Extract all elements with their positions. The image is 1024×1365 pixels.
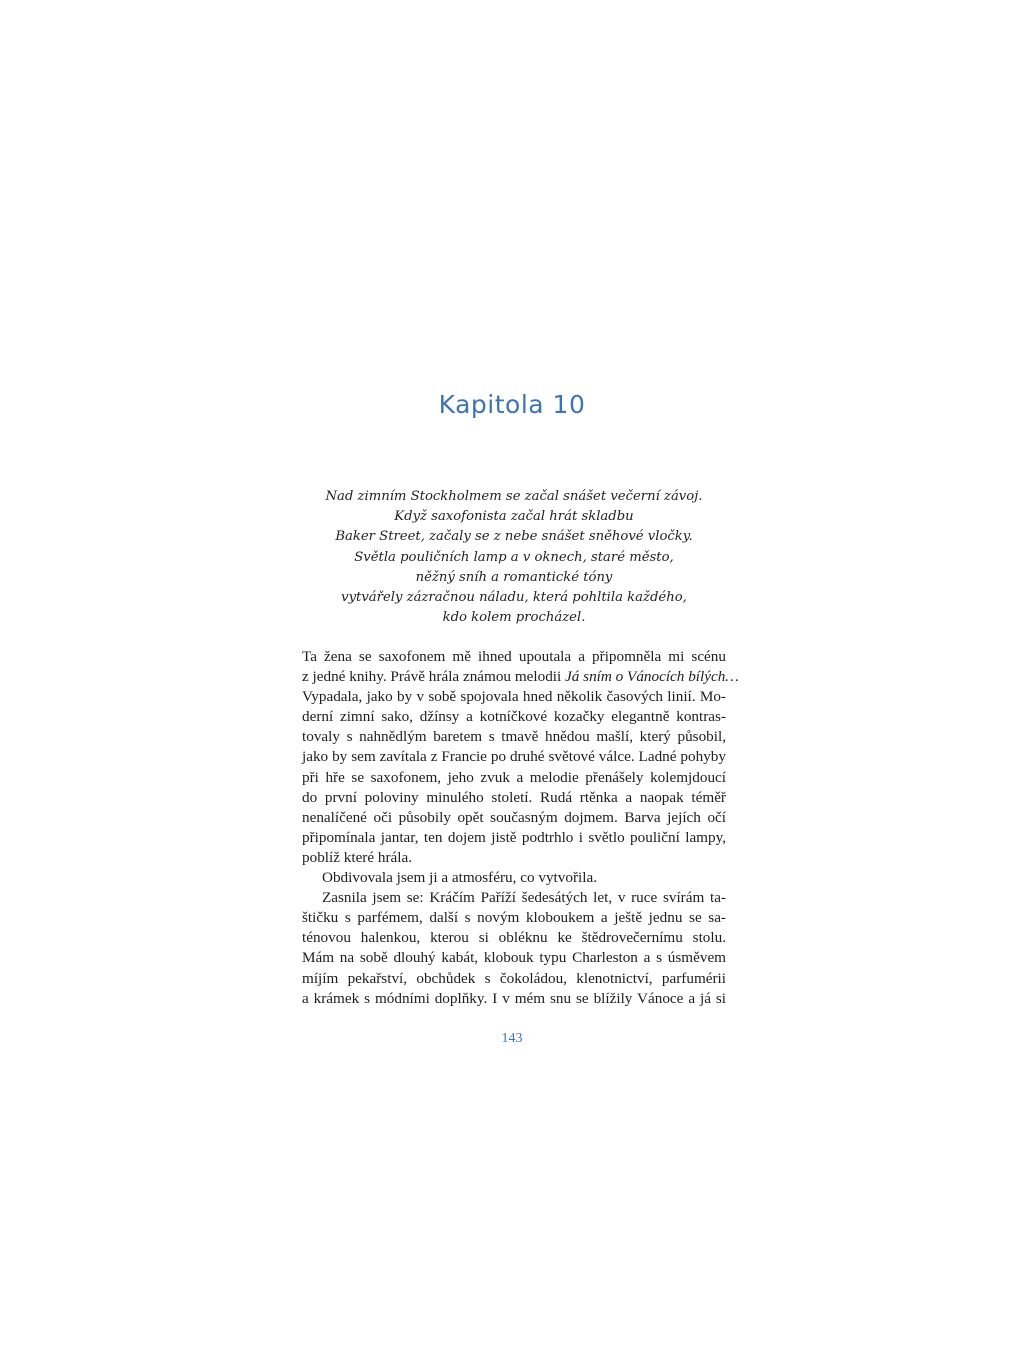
body-line: při hře se saxofonem, jeho zvuk a melodie přenášely kolemjdoucí bbox=[302, 768, 726, 786]
body-line: jako by sem zavítala z Francie po druhé světové válce. Ladné pohyby bbox=[302, 748, 726, 766]
body-line: poblíž které hrála. bbox=[302, 848, 413, 866]
body-line: Obdivovala jsem ji a atmosféru, co vytvořila. bbox=[322, 869, 597, 887]
chapter-body bbox=[302, 647, 739, 1009]
body-line: tovaly s nahnědlým baretem s tmavě hnědou mašlí, který působil, bbox=[302, 728, 726, 746]
chapter-epigraph bbox=[302, 487, 726, 628]
body-line: nenalíčené oči působily opět současným dojmem. Barva jejích očí bbox=[302, 808, 726, 826]
body-line: Zasnila jsem se: Kráčím Paříží šedesátých let, v ruce svírám ta- bbox=[322, 889, 726, 907]
epigraph-line: Baker Street, začaly se z nebe snášet sněhové vločky. bbox=[335, 529, 693, 545]
body-line: štičku s parfémem, další s novým kloboukem a ještě jednu se sa- bbox=[302, 909, 726, 927]
body-line: do první poloviny minulého století. Rudá rtěnka a naopak téměř bbox=[302, 788, 726, 806]
epigraph-line: Nad zimním Stockholmem se začal snášet večerní závoj. bbox=[325, 489, 703, 504]
body-line: ténovou halenkou, kterou si obléknu ke štědrovečernímu stolu. bbox=[302, 929, 726, 947]
body-line: derní zimní sako, džínsy a kotníčkové kozačky elegantně kontras- bbox=[302, 708, 726, 726]
page-number: 143 bbox=[501, 1031, 523, 1046]
epigraph-line: Světla pouličních lamp a v oknech, staré město, bbox=[354, 549, 674, 565]
song-title: Já sním o Vánocích bílých… bbox=[565, 668, 739, 686]
body-line-text: z jedné knihy. Právě hrála známou melodii bbox=[302, 668, 562, 686]
body-line: Vypadala, jako by v sobě spojovala hned několik časových linií. Mo- bbox=[302, 688, 726, 706]
body-line: Ta žena se saxofonem mě ihned upoutala a připomněla mi scénu bbox=[302, 648, 726, 665]
body-line: a krámek s módními doplňky. I v mém snu se blížily Vánoce a já si bbox=[302, 989, 726, 1007]
body-line: míjím pekařství, obchůdek s čokoládou, klenotnictví, parfumérii bbox=[302, 969, 726, 987]
body-line bbox=[302, 667, 739, 687]
epigraph-line: vytvářely zázračnou náladu, která pohltila každého, bbox=[341, 590, 687, 606]
body-line: připomínala jantar, ten dojem jistě podtrhlo i světlo pouliční lampy, bbox=[302, 828, 726, 846]
body-line: Mám na sobě dlouhý kabát, klobouk typu Charleston a s úsměvem bbox=[302, 949, 726, 967]
epigraph-line: něžný sníh a romantické tóny bbox=[415, 569, 613, 585]
epigraph-line: Když saxofonista začal hrát skladbu bbox=[394, 509, 634, 525]
epigraph-line: kdo kolem procházel. bbox=[442, 610, 586, 626]
chapter-title: Kapitola 10 bbox=[438, 390, 586, 419]
